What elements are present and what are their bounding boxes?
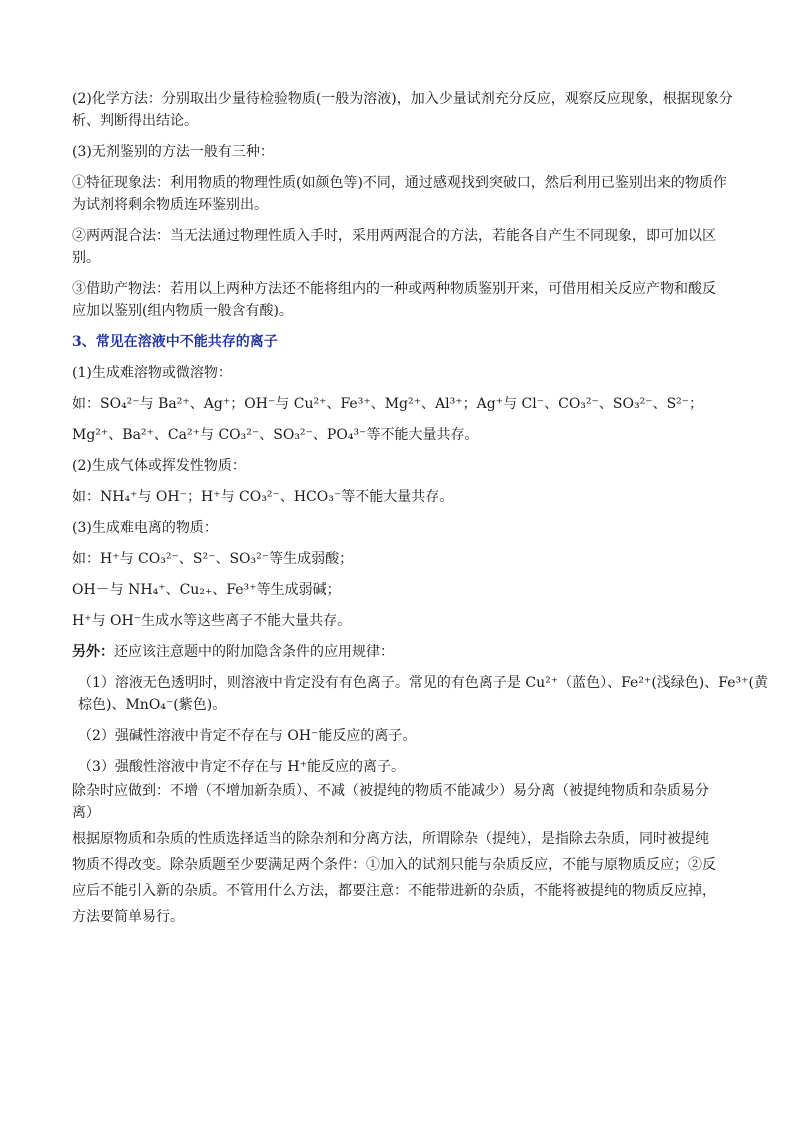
ion-line-6 [72,610,732,632]
text-line: Mg²⁺、Ba²⁺、Ca²⁺与 CO₃²⁻、SO₃²⁻、PO₄³⁻等不能大量共存。 [72,427,479,443]
impurity-removal-rule [72,780,732,824]
chemical-method-paragraph [72,88,732,132]
document-page [72,88,768,930]
text-line: 应后不能引入新的杂质。不管用什么方法，都要注意：不能带进新的杂质，不能将被提纯的物质反应掉， [72,883,716,899]
extra-notes [72,641,732,663]
text-line: 别。 [72,250,100,266]
ion-line-2 [72,424,732,446]
text-line: 方法要简单易行。 [72,909,184,925]
text-line: （3）强酸性溶液中肯定不存在与 H⁺能反应的离子。 [78,759,405,775]
text-line: 棕色)、MnO₄⁻(紫色)。 [78,697,227,713]
text-line: (2)生成气体或挥发性物质： [72,458,246,474]
text-line: 析、判断得出结论。 [72,113,198,129]
text-line: ①特征现象法：利用物质的物理性质(如颜色等)不同，通过感观找到突破口，然后利用已鉴别出来的物质作 [72,175,727,191]
extra-label: 另外： [72,644,114,660]
extra-intro: 还应该注意题中的附加隐含条件的应用规律： [114,644,394,660]
text-line: 物质不得改变。除杂质题至少要满足两个条件：①加入的试剂只能与杂质反应，不能与原物质反应；②反 [72,857,716,873]
text-line [72,641,732,663]
subsection-2-title [72,455,732,477]
text-line: (2)化学方法：分别取出少量待检验物质(一般为溶液)，加入少量试剂充分反应，观察反应现象，根据现象分 [72,91,733,107]
impurity-removal-paragraph [72,826,732,930]
text-line: 如：SO₄²⁻与 Ba²⁺、Ag⁺；OH⁻与 Cu²⁺、Fe³⁺、Mg²⁺、Al³⁺；Ag⁺与 Cl⁻、CO₃²⁻、SO₃²⁻、S²⁻； [72,396,704,412]
text-line: 如：H⁺与 CO₃²⁻、S²⁻、SO₃²⁻等生成弱酸； [72,551,354,567]
section-3 [72,331,732,353]
text-line: 除杂时应做到：不增（不增加新杂质）、不减（被提纯的物质不能减少）易分离（被提纯物质和杂质易分 [72,783,709,799]
text-line: H⁺与 OH⁻生成水等这些离子不能大量共存。 [72,613,352,629]
ion-line-5 [72,579,732,601]
text-line: 根据原物质和杂质的性质选择适当的除杂剂和分离方法，所谓除杂（提纯），是指除去杂质，同时被提纯 [72,831,709,847]
text-line: 离） [72,805,100,821]
ion-line-3 [72,486,732,508]
text-line: ③借助产物法：若用以上两种方法还不能将组内的一种或两种物质鉴别开来，可借用相关反应产物和酸反 [72,281,716,297]
extra-condition-3 [72,756,732,778]
extra-condition-1 [72,672,768,716]
text-line: 应加以鉴别(组内物质一般含有酸)。 [72,303,293,319]
feature-phenomenon-paragraph [72,172,732,216]
text-line: OH－与 NH₄⁺、Cu₂₊、Fe³⁺等生成弱碱； [72,582,341,598]
text-line: (1)生成难溶物或微溶物： [72,365,232,381]
product-method-paragraph [72,278,732,322]
section-heading: 3、常见在溶液中不能共存的离子 [72,334,278,350]
extra-condition-2 [72,725,732,747]
text-line: ②两两混合法：当无法通过物理性质入手时，采用两两混合的方法，若能各自产生不同现象，即可加以区 [72,228,716,244]
text-line: 如：NH₄⁺与 OH⁻；H⁺与 CO₃²⁻、HCO₃⁻等不能大量共存。 [72,489,454,505]
subsection-3-title [72,517,732,539]
pairwise-mixing-paragraph [72,225,732,269]
text-line: （1）溶液无色透明时，则溶液中肯定没有有色离子。常见的有色离子是 Cu²⁺（蓝色）、Fe²⁺(浅绿色)、Fe³⁺(黄 [78,675,768,691]
no-reagent-paragraph [72,141,732,163]
text-line: (3)生成难电离的物质： [72,520,218,536]
ion-line-4 [72,548,732,570]
subsection-1-title [72,362,732,384]
text-line: 为试剂将剩余物质连环鉴别出。 [72,197,268,213]
text-line: （2）强碱性溶液中肯定不存在与 OH⁻能反应的离子。 [78,728,417,744]
text-line: (3)无剂鉴别的方法一般有三种： [72,144,274,160]
ion-line-1 [72,393,732,415]
